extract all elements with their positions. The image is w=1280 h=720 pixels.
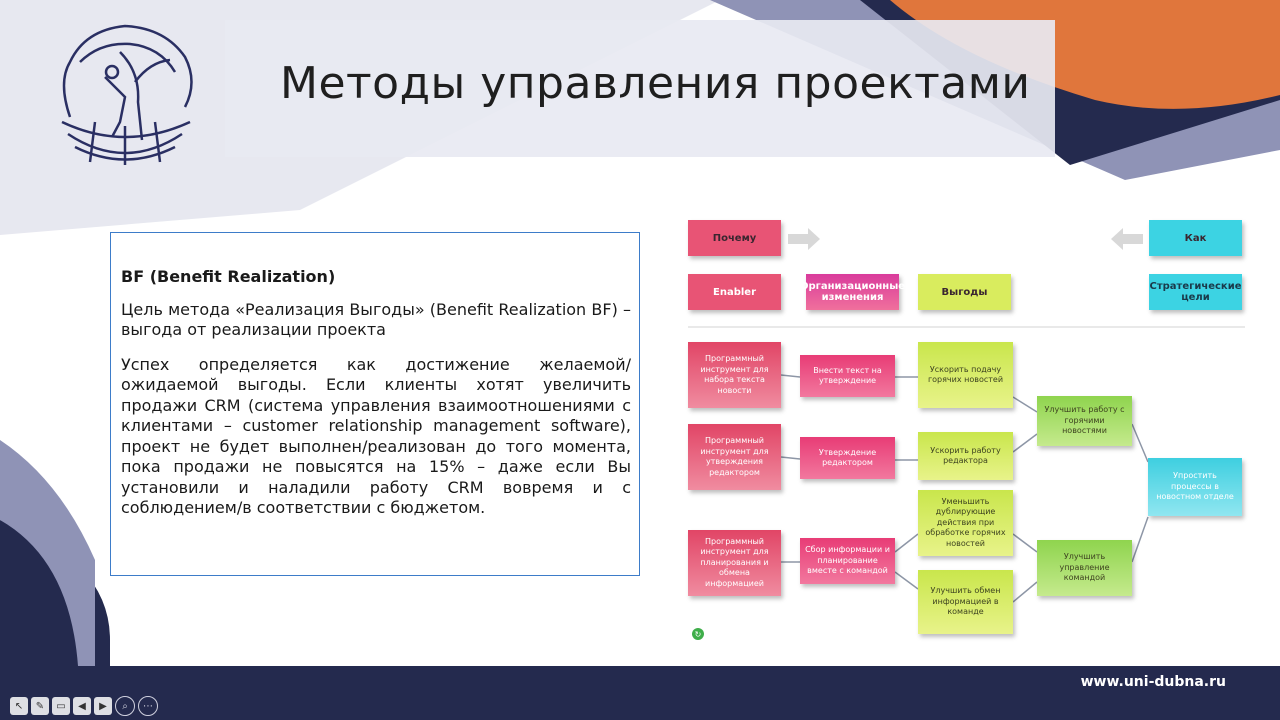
mid-benefit-box: Улучшить работу с горячими новостями <box>1037 396 1132 446</box>
change-box: Внести текст на утверждение <box>800 355 895 397</box>
change-box: Сбор информации и планирование вместе с командой <box>800 538 895 584</box>
org-changes-header: Организационные изменения <box>806 274 899 310</box>
benefit-map-diagram <box>680 212 1250 652</box>
method-success-paragraph: Успех определяется как достижение желаемой/ожидаемой выгоды. Если клиенты хотят увеличить продажи CRM (система управления взаимоотношениями с клиентами – customer relationship management software), проект не будет выполнен/реализован до того момента, пока продажи не повысятся на 15% – даже если Вы установили и наладили работу CRM вовремя и с соблюдением/в соответствии с бюджетом. <box>121 354 631 517</box>
refresh-icon[interactable]: ↻ <box>692 628 704 640</box>
pointer-icon[interactable]: ↖ <box>10 697 28 715</box>
text-box <box>110 232 640 576</box>
footer-bar <box>0 666 1280 720</box>
benefit-box: Уменьшить дублирующие действия при обработке горячих новостей <box>918 490 1013 556</box>
prev-icon[interactable]: ◀ <box>73 697 91 715</box>
slide-title: Методы управления проектами <box>280 58 1031 109</box>
method-heading: BF (Benefit Realization) <box>121 267 336 286</box>
strategic-goal-box: Упростить процессы в новостном отделе <box>1148 458 1242 516</box>
enabler-box: Программный инструмент для набора текста новости <box>688 342 781 408</box>
method-goal-paragraph: Цель метода «Реализация Выгоды» (Benefit Realization BF) – выгода от реализации проекта <box>121 299 631 339</box>
options-icon[interactable]: ⋯ <box>138 696 158 716</box>
pen-icon[interactable]: ✎ <box>31 697 49 715</box>
change-box: Утверждение редактором <box>800 437 895 479</box>
zoom-icon[interactable]: ⌕ <box>115 696 135 716</box>
next-icon[interactable]: ▶ <box>94 697 112 715</box>
why-label: Почему <box>688 220 781 256</box>
benefit-box: Ускорить подачу горячих новостей <box>918 342 1013 408</box>
mid-benefit-box: Улучшить управление командой <box>1037 540 1132 596</box>
university-logo <box>50 22 200 168</box>
enabler-box: Программный инструмент для планирования и обмена информацией <box>688 530 781 596</box>
enabler-box: Программный инструмент для утверждения редактором <box>688 424 781 490</box>
strategic-goals-header: Стратегические цели <box>1149 274 1242 310</box>
how-label: Как <box>1149 220 1242 256</box>
footer-url: www.uni-dubna.ru <box>1080 674 1226 690</box>
benefits-header: Выгоды <box>918 274 1011 310</box>
slideshow-toolbar <box>10 695 158 717</box>
benefit-box: Ускорить работу редактора <box>918 432 1013 480</box>
benefit-box: Улучшить обмен информацией в команде <box>918 570 1013 634</box>
enabler-header: Enabler <box>688 274 781 310</box>
more-icon[interactable]: ▭ <box>52 697 70 715</box>
